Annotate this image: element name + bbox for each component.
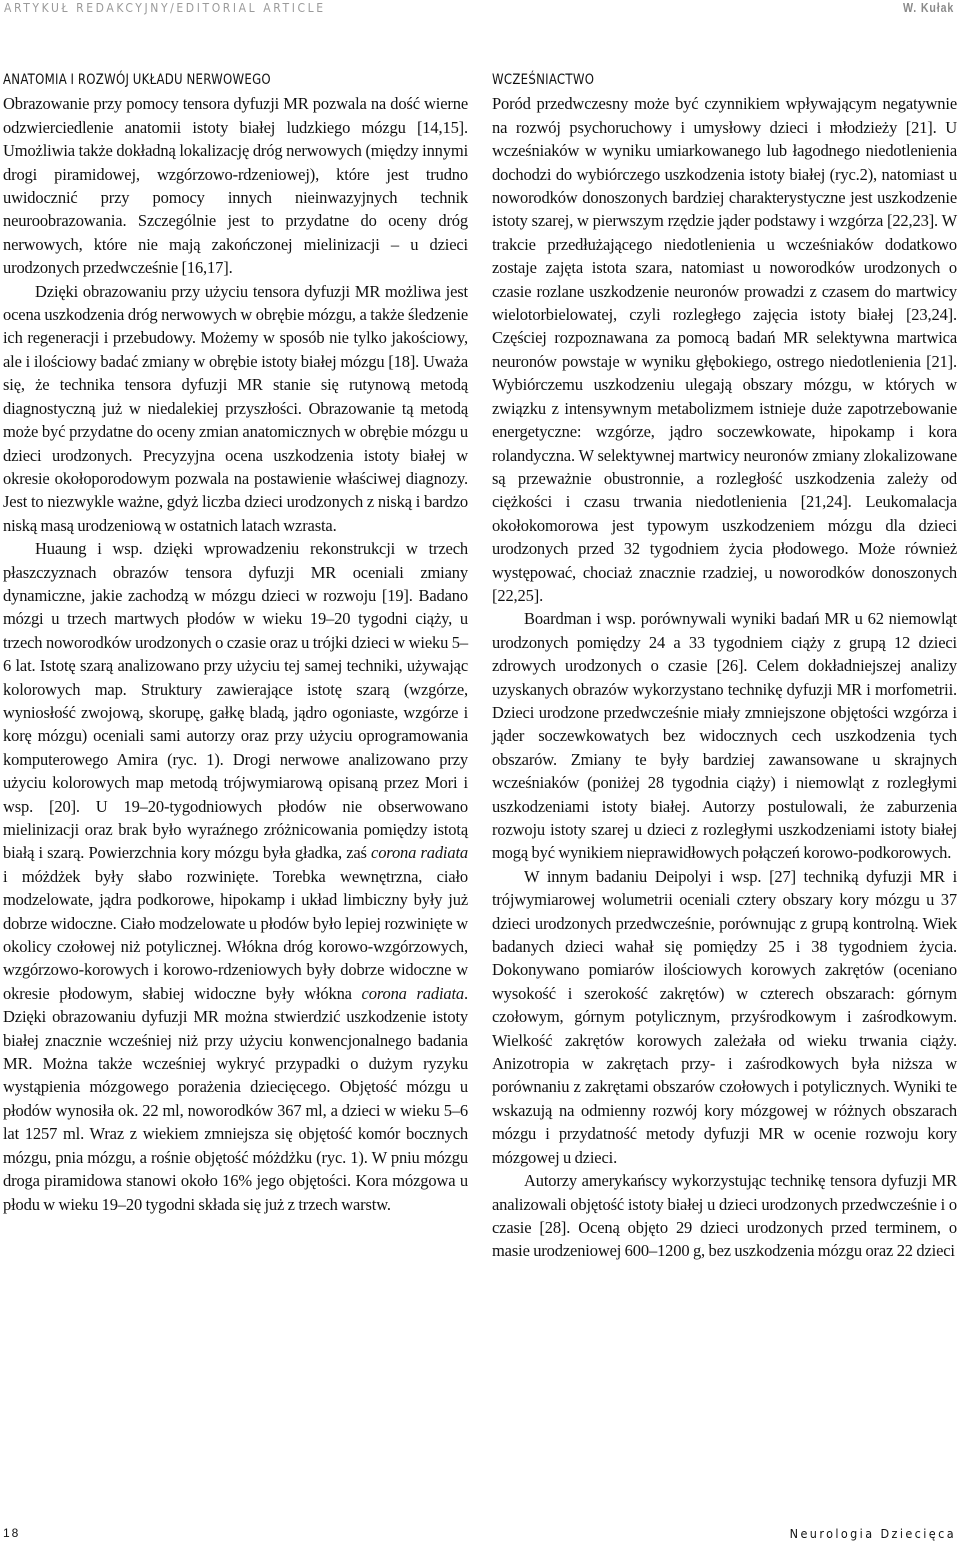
paragraph: W innym badaniu Deipolyi i wsp. [27] techniką dyfuzji MR i trójwymiarowej wolumetrii oceniali cztery obszary kory mózgu u 37 dzieci urodzonych przedwcześnie, porównując z grupą kontrolną. Wiek badanych dzieci wahał się pomiędzy 25 i 38 tygodniem życia. Dokonywano pomiarów ilościowych korowych zakrętów (oceniano wysokość i szerokość zakrętów) w czterech obszarach: górnym czołowym, górnym potylicznym, przyśrodkowym i zaśrodkowym. Wielkość zakrętów korowych zależała od wieku trwania ciąży. Anizotropia w zakrętach przy- i zaśrodkowych była niższa w porównaniu z zakrętami obszarów czołowych i potylicznych. Wyniki te wskazują na odmienny rozwój kory mózgowej w różnych obszarach mózgu i przydatność metody dyfuzji MR w ocenie rozwoju kory mózgowej u dzieci. xyxy=(492,866,957,1167)
paragraph: Obrazowanie przy pomocy tensora dyfuzji MR pozwala na dość wierne odzwierciedlenie anatomii istoty białej ludzkiego mózgu [14,15]. Umożliwia także dokładną lokalizację dróg nerwowych (między innymi drogi piramidowej, wzgórzowo-rdzeniowej), które jest trudno uwidocznić przy pomocy innych nieinwazyjnych technik neuroobrazowania. Szczególnie jest to przydatne do oceny dróg nerwowych, które nie mają zakończonej mielinizacji – u dzieci urodzonych przedwcześnie [16,17]. xyxy=(3,94,468,278)
paragraph: Poród przedwczesny może być czynnikiem wpływającym negatywnie na rozwój psychoruchowy i umysłowy dzieci i młodzieży [21]. U wcześniaków w wyniku umiarkowanego lub łagodnego niedotlenienia dochodzi do wybiórczego uszkodzenia istoty białej (ryc.2), natomiast u noworodków donoszonych bardziej charakterystyczne jest uszkodzenie istoty szarej, w pierwszym rzędzie jąder podstawy i wzgórza [22,23]. W trakcie przedłużającego niedotlenienia u wcześniaków dodatkowo zostaje zajęta istota szara, natomiast u noworodków urodzonych o czasie rozlane uszkodzenie neuronów prowadzi z czasem do martwicy wielotorbielowatej, czyli rozległego zajęcia istoty białej [23,24]. Częściej rozpoznawana za pomocą badań MR selektywna martwica neuronów powstaje w wyniku głębokiego, ostrego niedotlenienia [21]. Wybiórczemu uszkodzeniu ulegają obszary mózgu, w których w związku z intensywnym metabolizmem istnieje duże zapotrzebowanie energetyczne: wzgórze, jądro soczewkowate, hipokamp i kora rolandyczna. W selektywnej martwicy neuronów zmiany zlokalizowane są przeważnie obustronnie, a rozległość uszkodzenia zależy od ciężkości i czasu trwania niedotlenienia [21,24]. Leukomalacja okołokomorowa jest typowym uszkodzeniem mózgu dla dzieci urodzonych przed 32 tygodniem życia płodowego. Może również występować, chociaż znacznie rzadziej, u noworodków donoszonych [22,25]. xyxy=(492,94,957,605)
paragraph-text: Huaung i wsp. dzięki wprowadzeniu rekonstrukcji w trzech płaszczyznach obrazów tensora dyfuzji MR oceniali zmiany dynamiczne, jakie zachodzą w mózgu dzieci w rozwoju [19]. Badano mózgi u trzech martwych płodów w wieku 19–20 tygodni ciąży, u trzech noworodków urodzonych o czasie oraz u trójki dzieci w wieku 5–6 lat. Istotę szarą analizowano przy użyciu tej samej techniki, używając kolorowych map. Struktury zawierające istotę szarą (wzgórze, wyniosłość zwojową, skorupę, gałkę bladą, jądro ogoniaste, wzgórze i korę mózgu) oceniali sami autorzy oraz przy użyciu oprogramowania komputerowego Amira (ryc. 1). Drogi nerwowe analizowano przy użyciu kolorowych map metodą trójwymiarową opisaną przez Mori i wsp. [20]. U 19–20-tygodniowych płodów nie obserwowano mielinizacji oraz brak było wyraźnego zróżnicowania pomiędzy istotą białą i szarą. Powierzchnia kory mózgu była gładka, zaś xyxy=(3,539,468,863)
left-column xyxy=(3,69,468,1216)
paragraph: Dzięki obrazowaniu przy użyciu tensora dyfuzji MR możliwa jest ocena uszkodzenia dróg nerwowych w obrębie mózgu, a także śledzenie ich regeneracji i przebudowy. Możemy w sposób nie tylko jakościowy, ale i ilościowy badać zmiany w obrębie istoty białej mózgu [18]. Uważa się, że technika tensora dyfuzji MR stanie się rutynową metodą diagnostyczną już w niedalekiej przyszłości. Obrazowanie tą metodą może być przydatne do oceny zmian anatomicznych w obrębie mózgu u dzieci urodzonych. Precyzyjna ocena uszkodzenia istoty białej w okresie okołoporodowym pozwala na postawienie właściwej diagnozy. Jest to niezwykle ważne, gdyż liczba dzieci urodzonych z niską i bardzo niską masą urodzeniową w ostatnich latach wzrasta. xyxy=(3,281,468,535)
section-label: ARTYKUŁ REDAKCYJNY/EDITORIAL ARTICLE xyxy=(4,1,326,15)
paragraph xyxy=(3,537,468,1216)
paragraph: Autorzy amerykańscy wykorzystując technikę tensora dyfuzji MR analizowali objętość istoty białej u dzieci urodzonych przedwcześnie i o czasie [28]. Oceną objęto 29 dzieci urodzonych przed terminem, o masie urodzeniowej 600–1200 g, bez uszkodzenia mózgu oraz 22 dzieci xyxy=(492,1171,957,1261)
section-heading-prematurity: WCZEŚNIACTWO xyxy=(492,72,595,88)
section-heading-anatomy: ANATOMIA I ROZWÓJ UKŁADU NERWOWEGO xyxy=(3,72,271,88)
journal-name: Neurologia Dziecięca xyxy=(789,1526,956,1541)
author-name: W. Kułak xyxy=(902,1,954,15)
latin-term: corona radiata xyxy=(361,983,465,1003)
right-column xyxy=(492,69,957,1263)
paragraph-text: i móżdżek były słabo rozwinięte. Torebka wewnętrzna, ciało modzelowate, jądra podkorowe, hipokamp i układ limbiczny były już dobrze widoczne. Ciało modzelowate u płodów było lepiej rozwinięte w okolicy czołowej niż potylicznej. Włókna dróg korowo-wzgórzowych, wzgórzowo-korowych i korowo-rdzeniowych były dobrze widoczne w okresie płodowym, słabiej widoczne były włókna xyxy=(3,866,468,1003)
paragraph: Boardman i wsp. porównywali wyniki badań MR u 62 niemowląt urodzonych pomiędzy 24 a 33 tygodniem ciąży z grupą 12 dzieci zdrowych urodzonych o czasie [26]. Celem dokładniejszej analizy uzyskanych obrazów wykorzystano technikę dyfuzji MR i morfometrii. Dzieci urodzone przedwcześnie miały zmniejszone objętości wzgórza i jąder soczewkowatych bez widocznych cech uszkodzenia tych obszarów. Zmiany te były bardziej zawansowane u skrajnych wcześniaków (poniżej 28 tygodnia ciąży) i niemowląt z rozległymi uszkodzeniami istoty białej. Autorzy postulowali, że zaburzenia rozwoju istoty szarej u dzieci z rozległymi uszkodzeniami istoty białej mogą być wynikiem nieprawidłowych połączeń korowo-podkorowych. xyxy=(492,609,957,863)
paragraph-text: . Dzięki obrazowaniu dyfuzji MR można stwierdzić uszkodzenie istoty białej znacznie wcześniej niż przy użyciu konwencjonalnego badania MR. Można także wcześniej wykryć przypadki o dużym ryzyku wystąpienia mózgowego porażenia dziecięcego. Objętość mózgu u płodów wynosiła ok. 22 ml, noworodków 367 ml, a dzieci w wieku 5–6 lat 1257 ml. Wraz z wiekiem zmniejsza się objętość komór bocznych mózgu, pnia mózgu, a rośnie objętość móżdżku (ryc. 1). W pniu mózgu droga piramidowa stanowi około 16% jego objętości. Kora mózgowa u płodu w wieku 19–20 tygodni składa się już z trzech warstw. xyxy=(3,983,468,1214)
page-number: 18 xyxy=(3,1526,21,1540)
latin-term: corona radiata xyxy=(371,843,468,863)
